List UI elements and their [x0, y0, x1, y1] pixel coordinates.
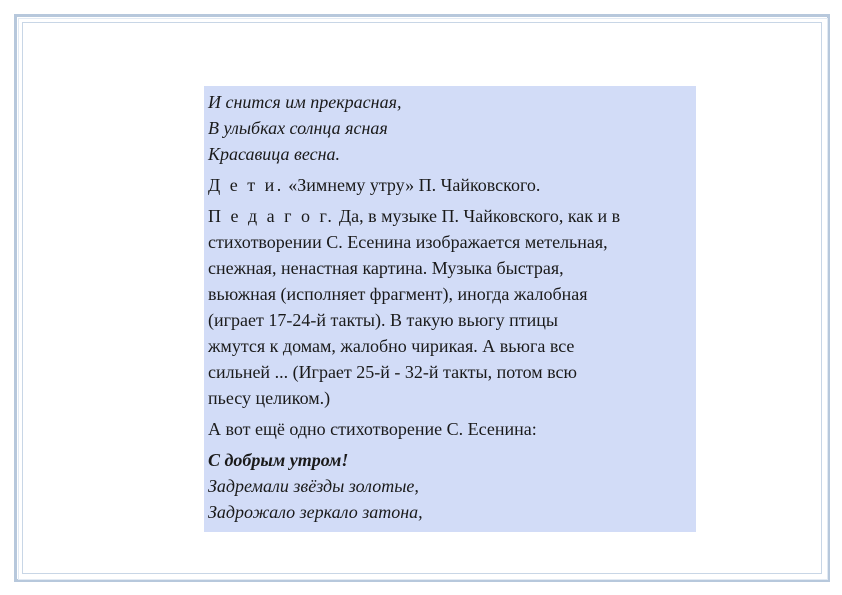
teacher-first-line: Да, в музыке П. Чайковского, как и в [334, 206, 621, 226]
teacher-line: снежная, ненастная картина. Музыка быстрая, [208, 258, 564, 278]
speaker-children: Д е т и. [208, 175, 284, 195]
poem-fragment [208, 89, 692, 167]
teacher-line [208, 203, 692, 229]
teacher-line: вьюжная (исполняет фрагмент), иногда жалобная [208, 284, 588, 304]
children-reply: «Зимнему утру» П. Чайковского. [283, 175, 541, 195]
teacher-paragraph [208, 203, 692, 411]
poem-line: И снится им прекрасная, [208, 92, 402, 112]
second-poem-line: Задрожало зеркало затона, [208, 502, 423, 522]
second-poem-line: Задремали звёзды золотые, [208, 476, 419, 496]
poem-line: В улыбках солнца ясная [208, 118, 388, 138]
second-poem-title: С добрым утром! [208, 450, 349, 470]
teacher-line: жмутся к домам, жалобно чирикая. А вьюга все [208, 336, 575, 356]
teacher-line: (играет 17-24-й такты). В такую вьюгу птицы [208, 310, 558, 330]
children-line [208, 172, 692, 198]
teacher-line: пьесу целиком.) [208, 388, 331, 408]
intro-line: А вот ещё одно стихотворение С. Есенина: [208, 419, 537, 439]
another-poem-intro [208, 416, 692, 442]
second-poem [208, 447, 692, 525]
text-box [204, 86, 696, 532]
children-line-text [208, 172, 692, 198]
teacher-line: сильней ... (Играет 25-й - 32-й такты, потом всю [208, 362, 577, 382]
speaker-teacher: П е д а г о г. [208, 206, 335, 226]
poem-line: Красавица весна. [208, 144, 340, 164]
teacher-line: стихотворении С. Есенина изображается метельная, [208, 232, 608, 252]
